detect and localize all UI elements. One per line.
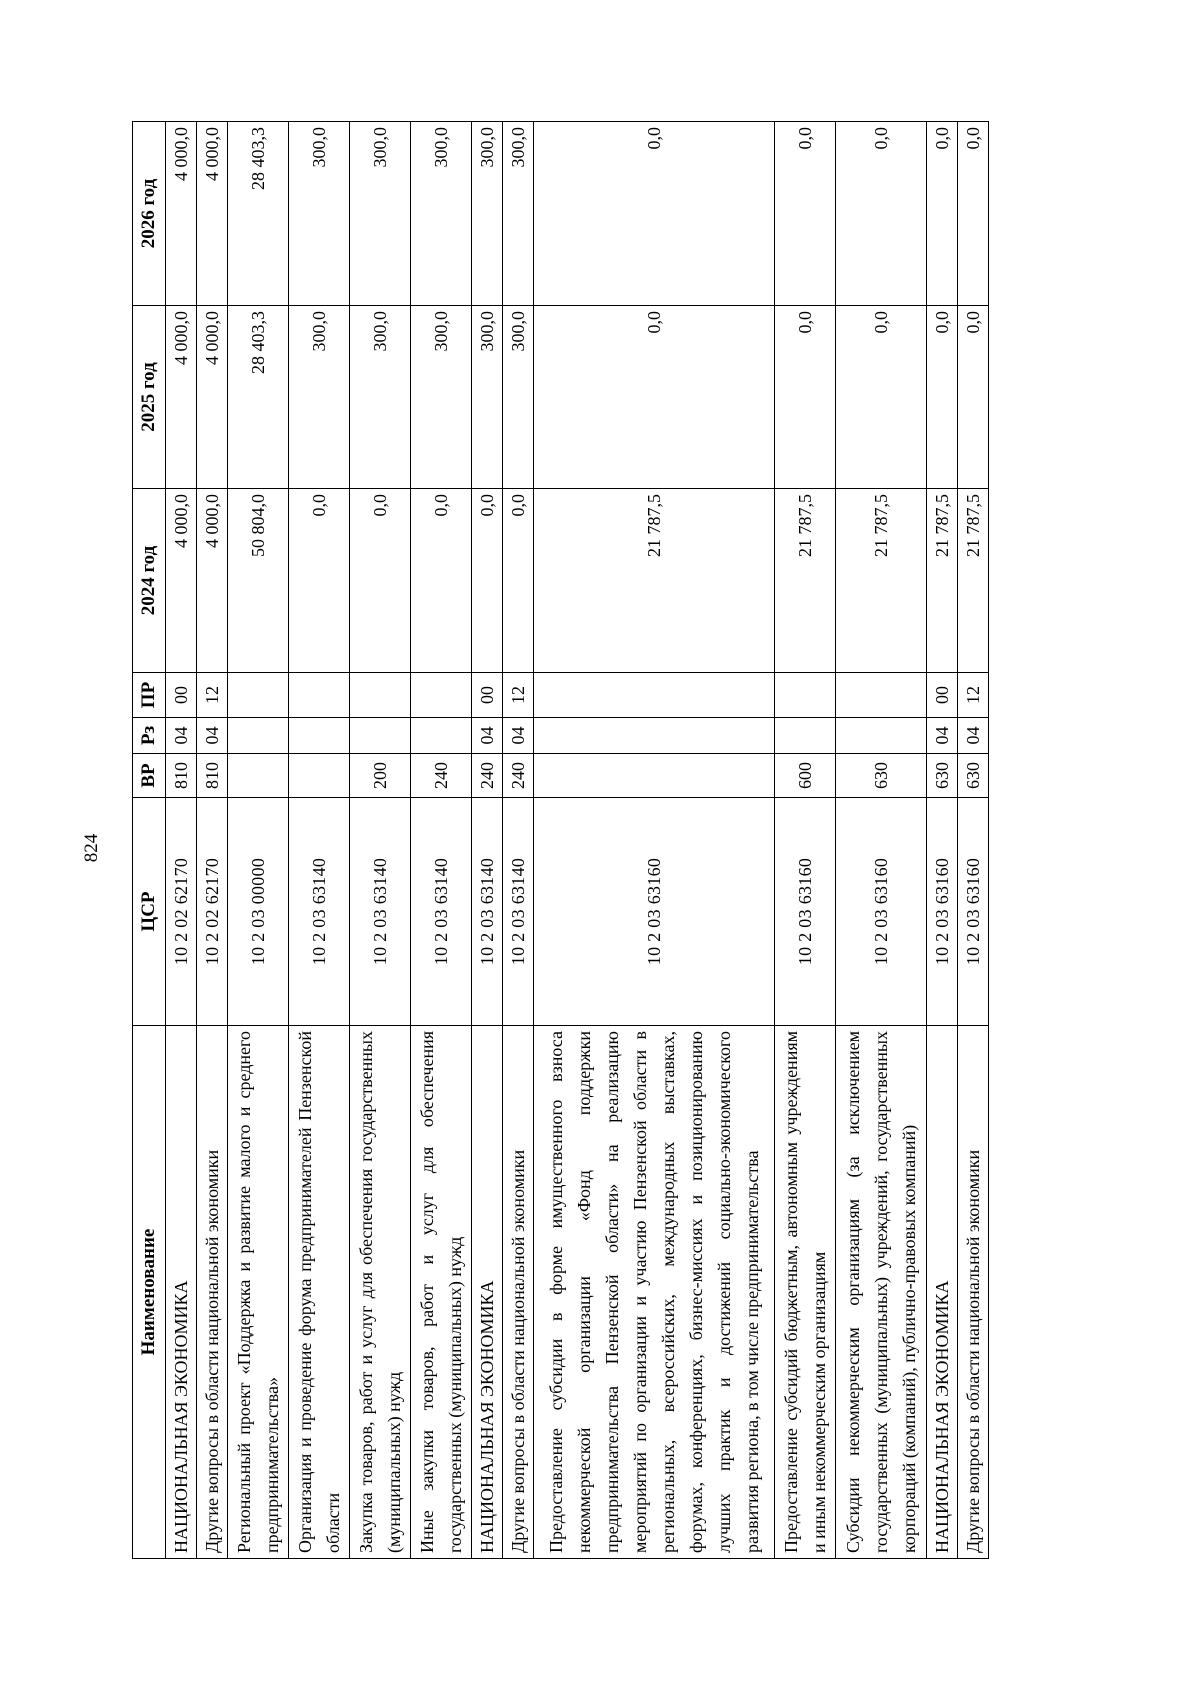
table-row (166, 122, 197, 1559)
cell-pr: 12 (957, 673, 988, 718)
cell-2025: 300,0 (503, 306, 534, 489)
cell-vr: 600 (774, 754, 835, 798)
cell-2026: 0,0 (926, 122, 957, 306)
cell-pr (289, 673, 350, 718)
cell-csr: 10 2 03 63140 (350, 798, 411, 1026)
cell-rz: 04 (197, 718, 228, 754)
cell-2026: 300,0 (503, 122, 534, 306)
cell-vr: 240 (411, 754, 472, 798)
cell-pr: 00 (926, 673, 957, 718)
cell-2026: 0,0 (534, 122, 775, 306)
header-pr: ПР (133, 673, 166, 718)
cell-pr: 12 (197, 673, 228, 718)
cell-rz (534, 718, 775, 754)
cell-2025: 0,0 (835, 306, 926, 489)
cell-vr (289, 754, 350, 798)
cell-2024: 21 787,5 (534, 489, 775, 673)
cell-csr: 10 2 03 63140 (411, 798, 472, 1026)
cell-2026: 0,0 (835, 122, 926, 306)
cell-rz: 04 (926, 718, 957, 754)
cell-name: Предоставление субсидии в форме имущественного взноса некоммерческой организации «Фонд поддержки предпринимательства Пензенской области» на реализацию мероприятий по организации и участию Пензенской области в региональных, всероссийских, международных выставках, форумах, конференциях, бизнес-миссиях и позиционированию лучших практик и достижений социально-экономического развития региона, в том числе предпринимательства (534, 1026, 775, 1559)
cell-pr (228, 673, 289, 718)
table-row (926, 122, 957, 1559)
header-2025: 2025 год (133, 306, 166, 489)
cell-2024: 0,0 (503, 489, 534, 673)
table-row (957, 122, 988, 1559)
cell-pr (835, 673, 926, 718)
cell-rz (774, 718, 835, 754)
header-2026: 2026 год (133, 122, 166, 306)
header-csr: ЦСР (133, 798, 166, 1026)
cell-2026: 300,0 (472, 122, 503, 306)
cell-rz: 04 (472, 718, 503, 754)
cell-name: Региональный проект «Поддержка и развитие малого и среднего предпринимательства» (228, 1026, 289, 1559)
cell-name: Организация и проведение форума предпринимателей Пензенской области (289, 1026, 350, 1559)
cell-name: Закупка товаров, работ и услуг для обеспечения государственных (муниципальных) нужд (350, 1026, 411, 1559)
cell-rz: 04 (503, 718, 534, 754)
cell-vr: 630 (957, 754, 988, 798)
table-body (166, 122, 989, 1559)
table-row (411, 122, 472, 1559)
header-rz: Рз (133, 718, 166, 754)
cell-rz (228, 718, 289, 754)
cell-name: Предоставление субсидий бюджетным, автономным учреждениям и иным некоммерческим организациям (774, 1026, 835, 1559)
cell-csr: 10 2 03 63140 (503, 798, 534, 1026)
cell-2024: 0,0 (350, 489, 411, 673)
budget-table-container (132, 122, 989, 1559)
cell-name: НАЦИОНАЛЬНАЯ ЭКОНОМИКА (472, 1026, 503, 1559)
table-row (472, 122, 503, 1559)
table-row (197, 122, 228, 1559)
cell-name: Субсидии некоммерческим организациям (за исключением государственных (муниципальных) учреждений, государственных корпораций (компаний), публично-правовых компаний) (835, 1026, 926, 1559)
cell-2024: 4 000,0 (166, 489, 197, 673)
cell-2026: 0,0 (957, 122, 988, 306)
table-header-row (133, 122, 166, 1559)
cell-2026: 300,0 (289, 122, 350, 306)
cell-pr: 12 (503, 673, 534, 718)
cell-2025: 4 000,0 (166, 306, 197, 489)
cell-vr (228, 754, 289, 798)
budget-table (132, 121, 989, 1559)
header-2024: 2024 год (133, 489, 166, 673)
cell-2024: 50 804,0 (228, 489, 289, 673)
cell-rz: 04 (166, 718, 197, 754)
cell-vr: 810 (166, 754, 197, 798)
cell-2026: 300,0 (350, 122, 411, 306)
cell-name: НАЦИОНАЛЬНАЯ ЭКОНОМИКА (926, 1026, 957, 1559)
cell-csr: 10 2 03 63140 (472, 798, 503, 1026)
cell-csr: 10 2 03 63140 (289, 798, 350, 1026)
cell-2024: 21 787,5 (774, 489, 835, 673)
cell-2025: 4 000,0 (197, 306, 228, 489)
cell-2024: 21 787,5 (835, 489, 926, 673)
cell-csr: 10 2 03 63160 (534, 798, 775, 1026)
cell-name: Другие вопросы в области национальной экономики (197, 1026, 228, 1559)
cell-2025: 0,0 (957, 306, 988, 489)
cell-2026: 28 403,3 (228, 122, 289, 306)
table-row (503, 122, 534, 1559)
cell-2026: 300,0 (411, 122, 472, 306)
cell-name: Другие вопросы в области национальной экономики (503, 1026, 534, 1559)
table-row (228, 122, 289, 1559)
cell-2025: 300,0 (411, 306, 472, 489)
cell-rz (289, 718, 350, 754)
cell-vr (534, 754, 775, 798)
cell-csr: 10 2 03 63160 (957, 798, 988, 1026)
cell-2025: 300,0 (472, 306, 503, 489)
cell-2025: 300,0 (350, 306, 411, 489)
cell-2024: 0,0 (472, 489, 503, 673)
table-row (289, 122, 350, 1559)
cell-pr: 00 (472, 673, 503, 718)
header-vr: ВР (133, 754, 166, 798)
cell-name: НАЦИОНАЛЬНАЯ ЭКОНОМИКА (166, 1026, 197, 1559)
cell-2026: 0,0 (774, 122, 835, 306)
cell-2025: 0,0 (774, 306, 835, 489)
cell-pr (774, 673, 835, 718)
cell-vr: 630 (835, 754, 926, 798)
table-row (350, 122, 411, 1559)
cell-2026: 4 000,0 (197, 122, 228, 306)
cell-2024: 0,0 (411, 489, 472, 673)
cell-2025: 28 403,3 (228, 306, 289, 489)
cell-pr: 00 (166, 673, 197, 718)
cell-pr (350, 673, 411, 718)
cell-csr: 10 2 02 62170 (197, 798, 228, 1026)
table-row (534, 122, 775, 1559)
cell-csr: 10 2 03 63160 (835, 798, 926, 1026)
cell-vr: 810 (197, 754, 228, 798)
table-row (835, 122, 926, 1559)
cell-name: Иные закупки товаров, работ и услуг для обеспечения государственных (муниципальных) нужд (411, 1026, 472, 1559)
cell-vr: 630 (926, 754, 957, 798)
cell-rz (411, 718, 472, 754)
cell-rz (350, 718, 411, 754)
cell-2024: 4 000,0 (197, 489, 228, 673)
cell-vr: 240 (503, 754, 534, 798)
cell-2024: 21 787,5 (926, 489, 957, 673)
cell-2025: 0,0 (534, 306, 775, 489)
cell-rz: 04 (957, 718, 988, 754)
cell-csr: 10 2 03 63160 (774, 798, 835, 1026)
cell-pr (534, 673, 775, 718)
cell-csr: 10 2 02 62170 (166, 798, 197, 1026)
cell-2024: 21 787,5 (957, 489, 988, 673)
cell-csr: 10 2 03 63160 (926, 798, 957, 1026)
cell-name: Другие вопросы в области национальной экономики (957, 1026, 988, 1559)
cell-pr (411, 673, 472, 718)
cell-vr: 200 (350, 754, 411, 798)
cell-vr: 240 (472, 754, 503, 798)
page-number: 824 (81, 833, 102, 863)
cell-csr: 10 2 03 00000 (228, 798, 289, 1026)
cell-2025: 300,0 (289, 306, 350, 489)
table-row (774, 122, 835, 1559)
header-name: Наименование (133, 1026, 166, 1559)
cell-2025: 0,0 (926, 306, 957, 489)
cell-2026: 4 000,0 (166, 122, 197, 306)
cell-rz (835, 718, 926, 754)
cell-2024: 0,0 (289, 489, 350, 673)
